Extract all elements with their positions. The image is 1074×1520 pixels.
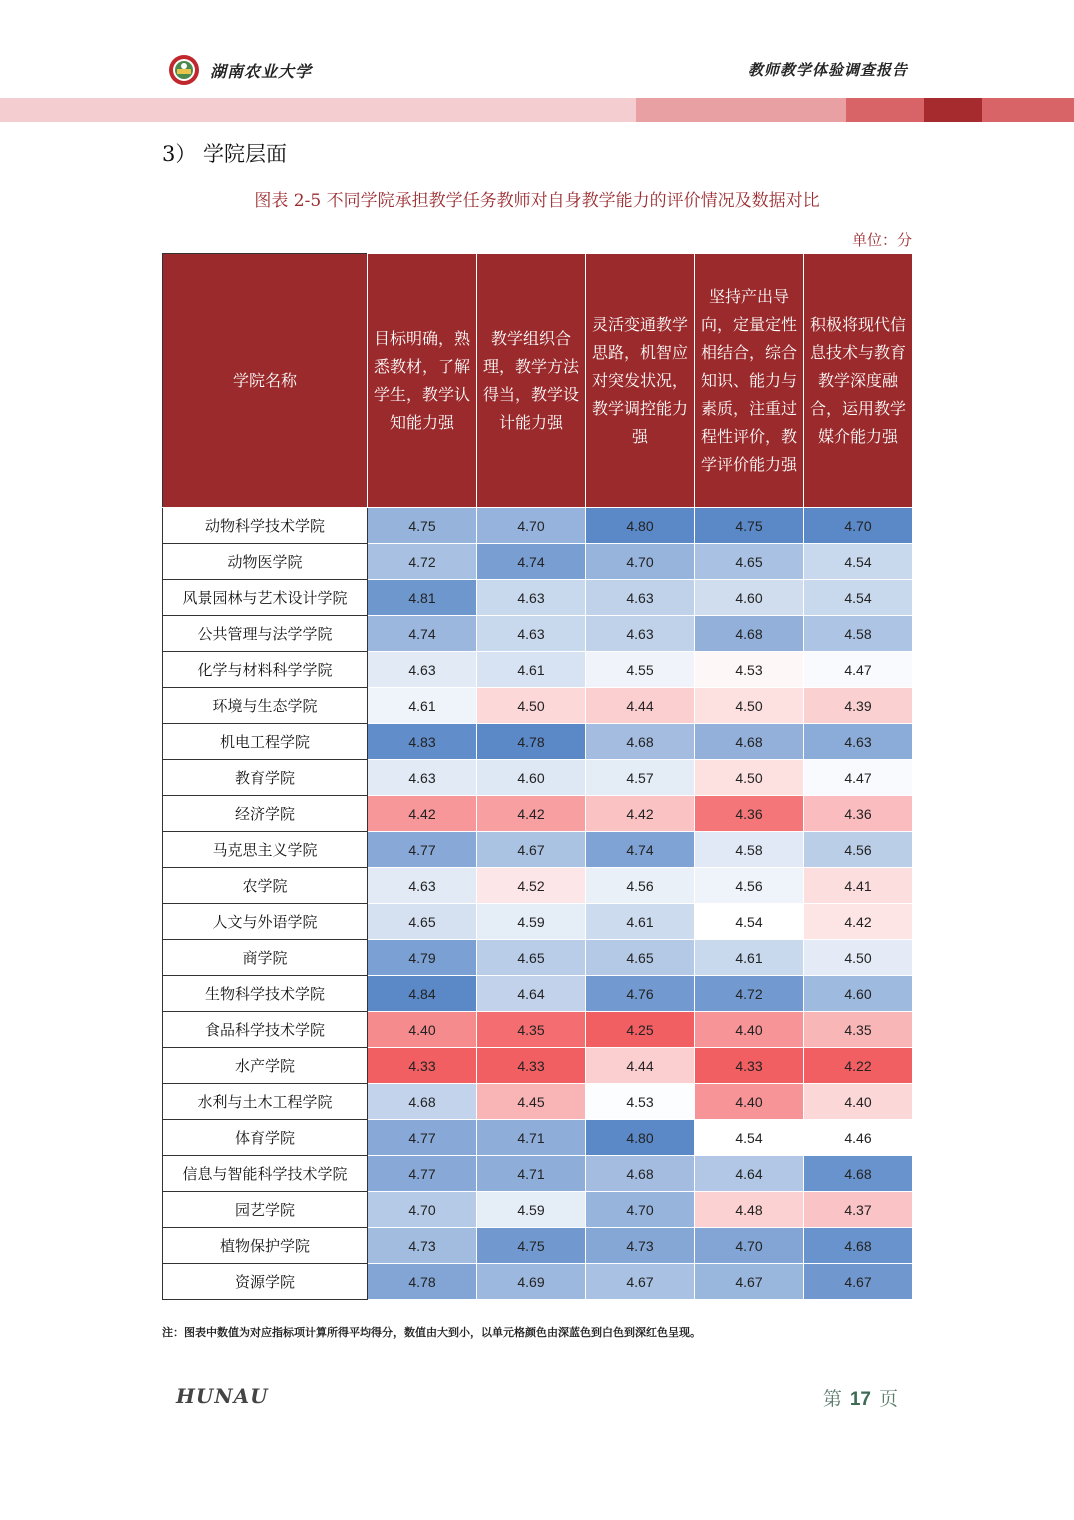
- college-name-cell: 环境与生态学院: [163, 688, 368, 724]
- col-header-cognition: 目标明确，熟悉教材，了解学生，教学认知能力强: [368, 254, 477, 508]
- score-cell: 4.39: [804, 688, 913, 724]
- score-cell: 4.59: [477, 904, 586, 940]
- score-cell: 4.63: [477, 580, 586, 616]
- score-cell: 4.81: [368, 580, 477, 616]
- score-cell: 4.61: [477, 652, 586, 688]
- college-name-cell: 公共管理与法学学院: [163, 616, 368, 652]
- score-cell: 4.65: [586, 940, 695, 976]
- col-header-organization: 教学组织合理，教学方法得当，教学设计能力强: [477, 254, 586, 508]
- score-cell: 4.70: [586, 1192, 695, 1228]
- college-name-cell: 体育学院: [163, 1120, 368, 1156]
- table-row: [163, 976, 913, 1012]
- college-name-cell: 动物医学院: [163, 544, 368, 580]
- score-cell: 4.57: [586, 760, 695, 796]
- score-cell: 4.59: [477, 1192, 586, 1228]
- score-cell: 4.65: [695, 544, 804, 580]
- score-cell: 4.73: [368, 1228, 477, 1264]
- score-cell: 4.61: [368, 688, 477, 724]
- score-cell: 4.71: [477, 1120, 586, 1156]
- table-row: [163, 1228, 913, 1264]
- college-name-cell: 动物科学技术学院: [163, 508, 368, 544]
- table-row: [163, 1192, 913, 1228]
- score-cell: 4.42: [368, 796, 477, 832]
- evaluation-table: [162, 253, 913, 1300]
- college-name-cell: 经济学院: [163, 796, 368, 832]
- col-header-college: 学院名称: [163, 254, 368, 508]
- score-cell: 4.65: [368, 904, 477, 940]
- score-cell: 4.58: [804, 616, 913, 652]
- unit-label: 单位：分: [851, 231, 912, 249]
- score-cell: 4.79: [368, 940, 477, 976]
- score-cell: 4.75: [695, 508, 804, 544]
- table-row: [163, 544, 913, 580]
- score-cell: 4.40: [695, 1084, 804, 1120]
- score-cell: 4.68: [586, 1156, 695, 1192]
- header-band-2: [636, 98, 846, 122]
- score-cell: 4.71: [477, 1156, 586, 1192]
- score-cell: 4.50: [695, 760, 804, 796]
- college-name-cell: 食品科学技术学院: [163, 1012, 368, 1048]
- score-cell: 4.50: [695, 688, 804, 724]
- score-cell: 4.63: [368, 868, 477, 904]
- score-cell: 4.42: [586, 796, 695, 832]
- score-cell: 4.63: [586, 616, 695, 652]
- page-suffix: 页: [878, 1388, 898, 1410]
- score-cell: 4.69: [477, 1264, 586, 1300]
- score-cell: 4.68: [695, 724, 804, 760]
- table-row: [163, 1012, 913, 1048]
- score-cell: 4.76: [586, 976, 695, 1012]
- college-name-cell: 信息与智能科学技术学院: [163, 1156, 368, 1192]
- score-cell: 4.37: [804, 1192, 913, 1228]
- score-cell: 4.44: [586, 688, 695, 724]
- score-cell: 4.63: [586, 580, 695, 616]
- score-cell: 4.65: [477, 940, 586, 976]
- table-row: [163, 1048, 913, 1084]
- score-cell: 4.60: [804, 976, 913, 1012]
- score-cell: 4.78: [368, 1264, 477, 1300]
- score-cell: 4.42: [804, 904, 913, 940]
- score-cell: 4.58: [695, 832, 804, 868]
- score-cell: 4.75: [368, 508, 477, 544]
- score-cell: 4.53: [586, 1084, 695, 1120]
- score-cell: 4.54: [804, 580, 913, 616]
- score-cell: 4.75: [477, 1228, 586, 1264]
- score-cell: 4.61: [586, 904, 695, 940]
- college-name-cell: 生物科学技术学院: [163, 976, 368, 1012]
- score-cell: 4.56: [695, 868, 804, 904]
- score-cell: 4.67: [804, 1264, 913, 1300]
- score-cell: 4.67: [477, 832, 586, 868]
- score-cell: 4.33: [368, 1048, 477, 1084]
- footer-mark: HUNAU: [176, 1384, 269, 1408]
- table-row: [163, 688, 913, 724]
- score-cell: 4.35: [804, 1012, 913, 1048]
- college-name-cell: 农学院: [163, 868, 368, 904]
- score-cell: 4.67: [586, 1264, 695, 1300]
- score-cell: 4.46: [804, 1120, 913, 1156]
- table-row: [163, 1084, 913, 1120]
- college-name-cell: 机电工程学院: [163, 724, 368, 760]
- score-cell: 4.50: [804, 940, 913, 976]
- col-header-adaptability: 灵活变通教学思路，机智应对突发状况，教学调控能力强: [586, 254, 695, 508]
- table-row: [163, 724, 913, 760]
- score-cell: 4.42: [477, 796, 586, 832]
- college-name-cell: 商学院: [163, 940, 368, 976]
- score-cell: 4.48: [695, 1192, 804, 1228]
- table-row: [163, 1156, 913, 1192]
- table-row: [163, 868, 913, 904]
- score-cell: 4.72: [695, 976, 804, 1012]
- score-cell: 4.41: [804, 868, 913, 904]
- score-cell: 4.72: [368, 544, 477, 580]
- score-cell: 4.61: [695, 940, 804, 976]
- score-cell: 4.83: [368, 724, 477, 760]
- score-cell: 4.80: [586, 508, 695, 544]
- score-cell: 4.45: [477, 1084, 586, 1120]
- score-cell: 4.50: [477, 688, 586, 724]
- score-cell: 4.84: [368, 976, 477, 1012]
- score-cell: 4.63: [368, 652, 477, 688]
- score-cell: 4.70: [477, 508, 586, 544]
- score-cell: 4.52: [477, 868, 586, 904]
- footer-page-number: [823, 1384, 898, 1411]
- table-row: [163, 796, 913, 832]
- table-row: [163, 616, 913, 652]
- score-cell: 4.36: [695, 796, 804, 832]
- score-cell: 4.35: [477, 1012, 586, 1048]
- score-cell: 4.68: [368, 1084, 477, 1120]
- section-title: 3） 学院层面: [162, 142, 288, 166]
- score-cell: 4.25: [586, 1012, 695, 1048]
- score-cell: 4.68: [804, 1156, 913, 1192]
- score-cell: 4.70: [695, 1228, 804, 1264]
- score-cell: 4.70: [586, 544, 695, 580]
- score-cell: 4.74: [368, 616, 477, 652]
- college-name-cell: 马克思主义学院: [163, 832, 368, 868]
- score-cell: 4.56: [804, 832, 913, 868]
- col-header-media: 积极将现代信息技术与教育教学深度融合，运用教学媒介能力强: [804, 254, 913, 508]
- score-cell: 4.73: [586, 1228, 695, 1264]
- score-cell: 4.36: [804, 796, 913, 832]
- score-cell: 4.77: [368, 1156, 477, 1192]
- table-row: [163, 580, 913, 616]
- score-cell: 4.78: [477, 724, 586, 760]
- header-band-1: [0, 98, 636, 122]
- college-name-cell: 教育学院: [163, 760, 368, 796]
- score-cell: 4.53: [695, 652, 804, 688]
- score-cell: 4.77: [368, 1120, 477, 1156]
- college-name-cell: 资源学院: [163, 1264, 368, 1300]
- table-body: [163, 508, 913, 1300]
- table-row: [163, 1120, 913, 1156]
- score-cell: 4.40: [804, 1084, 913, 1120]
- college-name-cell: 水利与土木工程学院: [163, 1084, 368, 1120]
- score-cell: 4.54: [695, 1120, 804, 1156]
- college-name-cell: 化学与材料科学学院: [163, 652, 368, 688]
- header-band-3: [846, 98, 924, 122]
- table-row: [163, 904, 913, 940]
- table-row: [163, 760, 913, 796]
- header-university-name: 湖南农业大学: [210, 62, 313, 81]
- score-cell: 4.22: [804, 1048, 913, 1084]
- score-cell: 4.70: [368, 1192, 477, 1228]
- score-cell: 4.63: [368, 760, 477, 796]
- score-cell: 4.80: [586, 1120, 695, 1156]
- header-report-title: 教师教学体验调查报告: [747, 61, 908, 79]
- score-cell: 4.64: [477, 976, 586, 1012]
- score-cell: 4.56: [586, 868, 695, 904]
- score-cell: 4.63: [477, 616, 586, 652]
- col-header-assessment: 坚持产出导向，定量定性相结合，综合知识、能力与素质，注重过程性评价，教学评价能力强: [695, 254, 804, 508]
- score-cell: 4.64: [695, 1156, 804, 1192]
- score-cell: 4.67: [695, 1264, 804, 1300]
- score-cell: 4.33: [695, 1048, 804, 1084]
- table-row: [163, 1264, 913, 1300]
- college-name-cell: 水产学院: [163, 1048, 368, 1084]
- page-prefix: 第: [822, 1388, 842, 1410]
- score-cell: 4.54: [695, 904, 804, 940]
- table-note: 注：图表中数值为对应指标项计算所得平均得分，数值由大到小，以单元格颜色由深蓝色到白色到深红色呈现。: [162, 1326, 701, 1339]
- score-cell: 4.60: [695, 580, 804, 616]
- score-cell: 4.55: [586, 652, 695, 688]
- table-row: [163, 832, 913, 868]
- score-cell: 4.68: [695, 616, 804, 652]
- score-cell: 4.47: [804, 760, 913, 796]
- college-name-cell: 风景园林与艺术设计学院: [163, 580, 368, 616]
- table-row: [163, 652, 913, 688]
- score-cell: 4.74: [477, 544, 586, 580]
- score-cell: 4.47: [804, 652, 913, 688]
- score-cell: 4.68: [804, 1228, 913, 1264]
- score-cell: 4.40: [368, 1012, 477, 1048]
- page-number: 17: [849, 1389, 871, 1410]
- score-cell: 4.54: [804, 544, 913, 580]
- score-cell: 4.77: [368, 832, 477, 868]
- college-name-cell: 园艺学院: [163, 1192, 368, 1228]
- table-row: [163, 940, 913, 976]
- score-cell: 4.63: [804, 724, 913, 760]
- college-name-cell: 人文与外语学院: [163, 904, 368, 940]
- score-cell: 4.33: [477, 1048, 586, 1084]
- score-cell: 4.70: [804, 508, 913, 544]
- score-cell: 4.74: [586, 832, 695, 868]
- table-header-row: [163, 254, 913, 508]
- score-cell: 4.40: [695, 1012, 804, 1048]
- figure-caption: 图表 2-5 不同学院承担教学任务教师对自身教学能力的评价情况及数据对比: [254, 191, 820, 211]
- table-row: [163, 508, 913, 544]
- score-cell: 4.44: [586, 1048, 695, 1084]
- header-band-5: [982, 98, 1074, 122]
- header-band-4: [924, 98, 982, 122]
- score-cell: 4.68: [586, 724, 695, 760]
- college-name-cell: 植物保护学院: [163, 1228, 368, 1264]
- score-cell: 4.60: [477, 760, 586, 796]
- university-seal-icon: [168, 54, 200, 86]
